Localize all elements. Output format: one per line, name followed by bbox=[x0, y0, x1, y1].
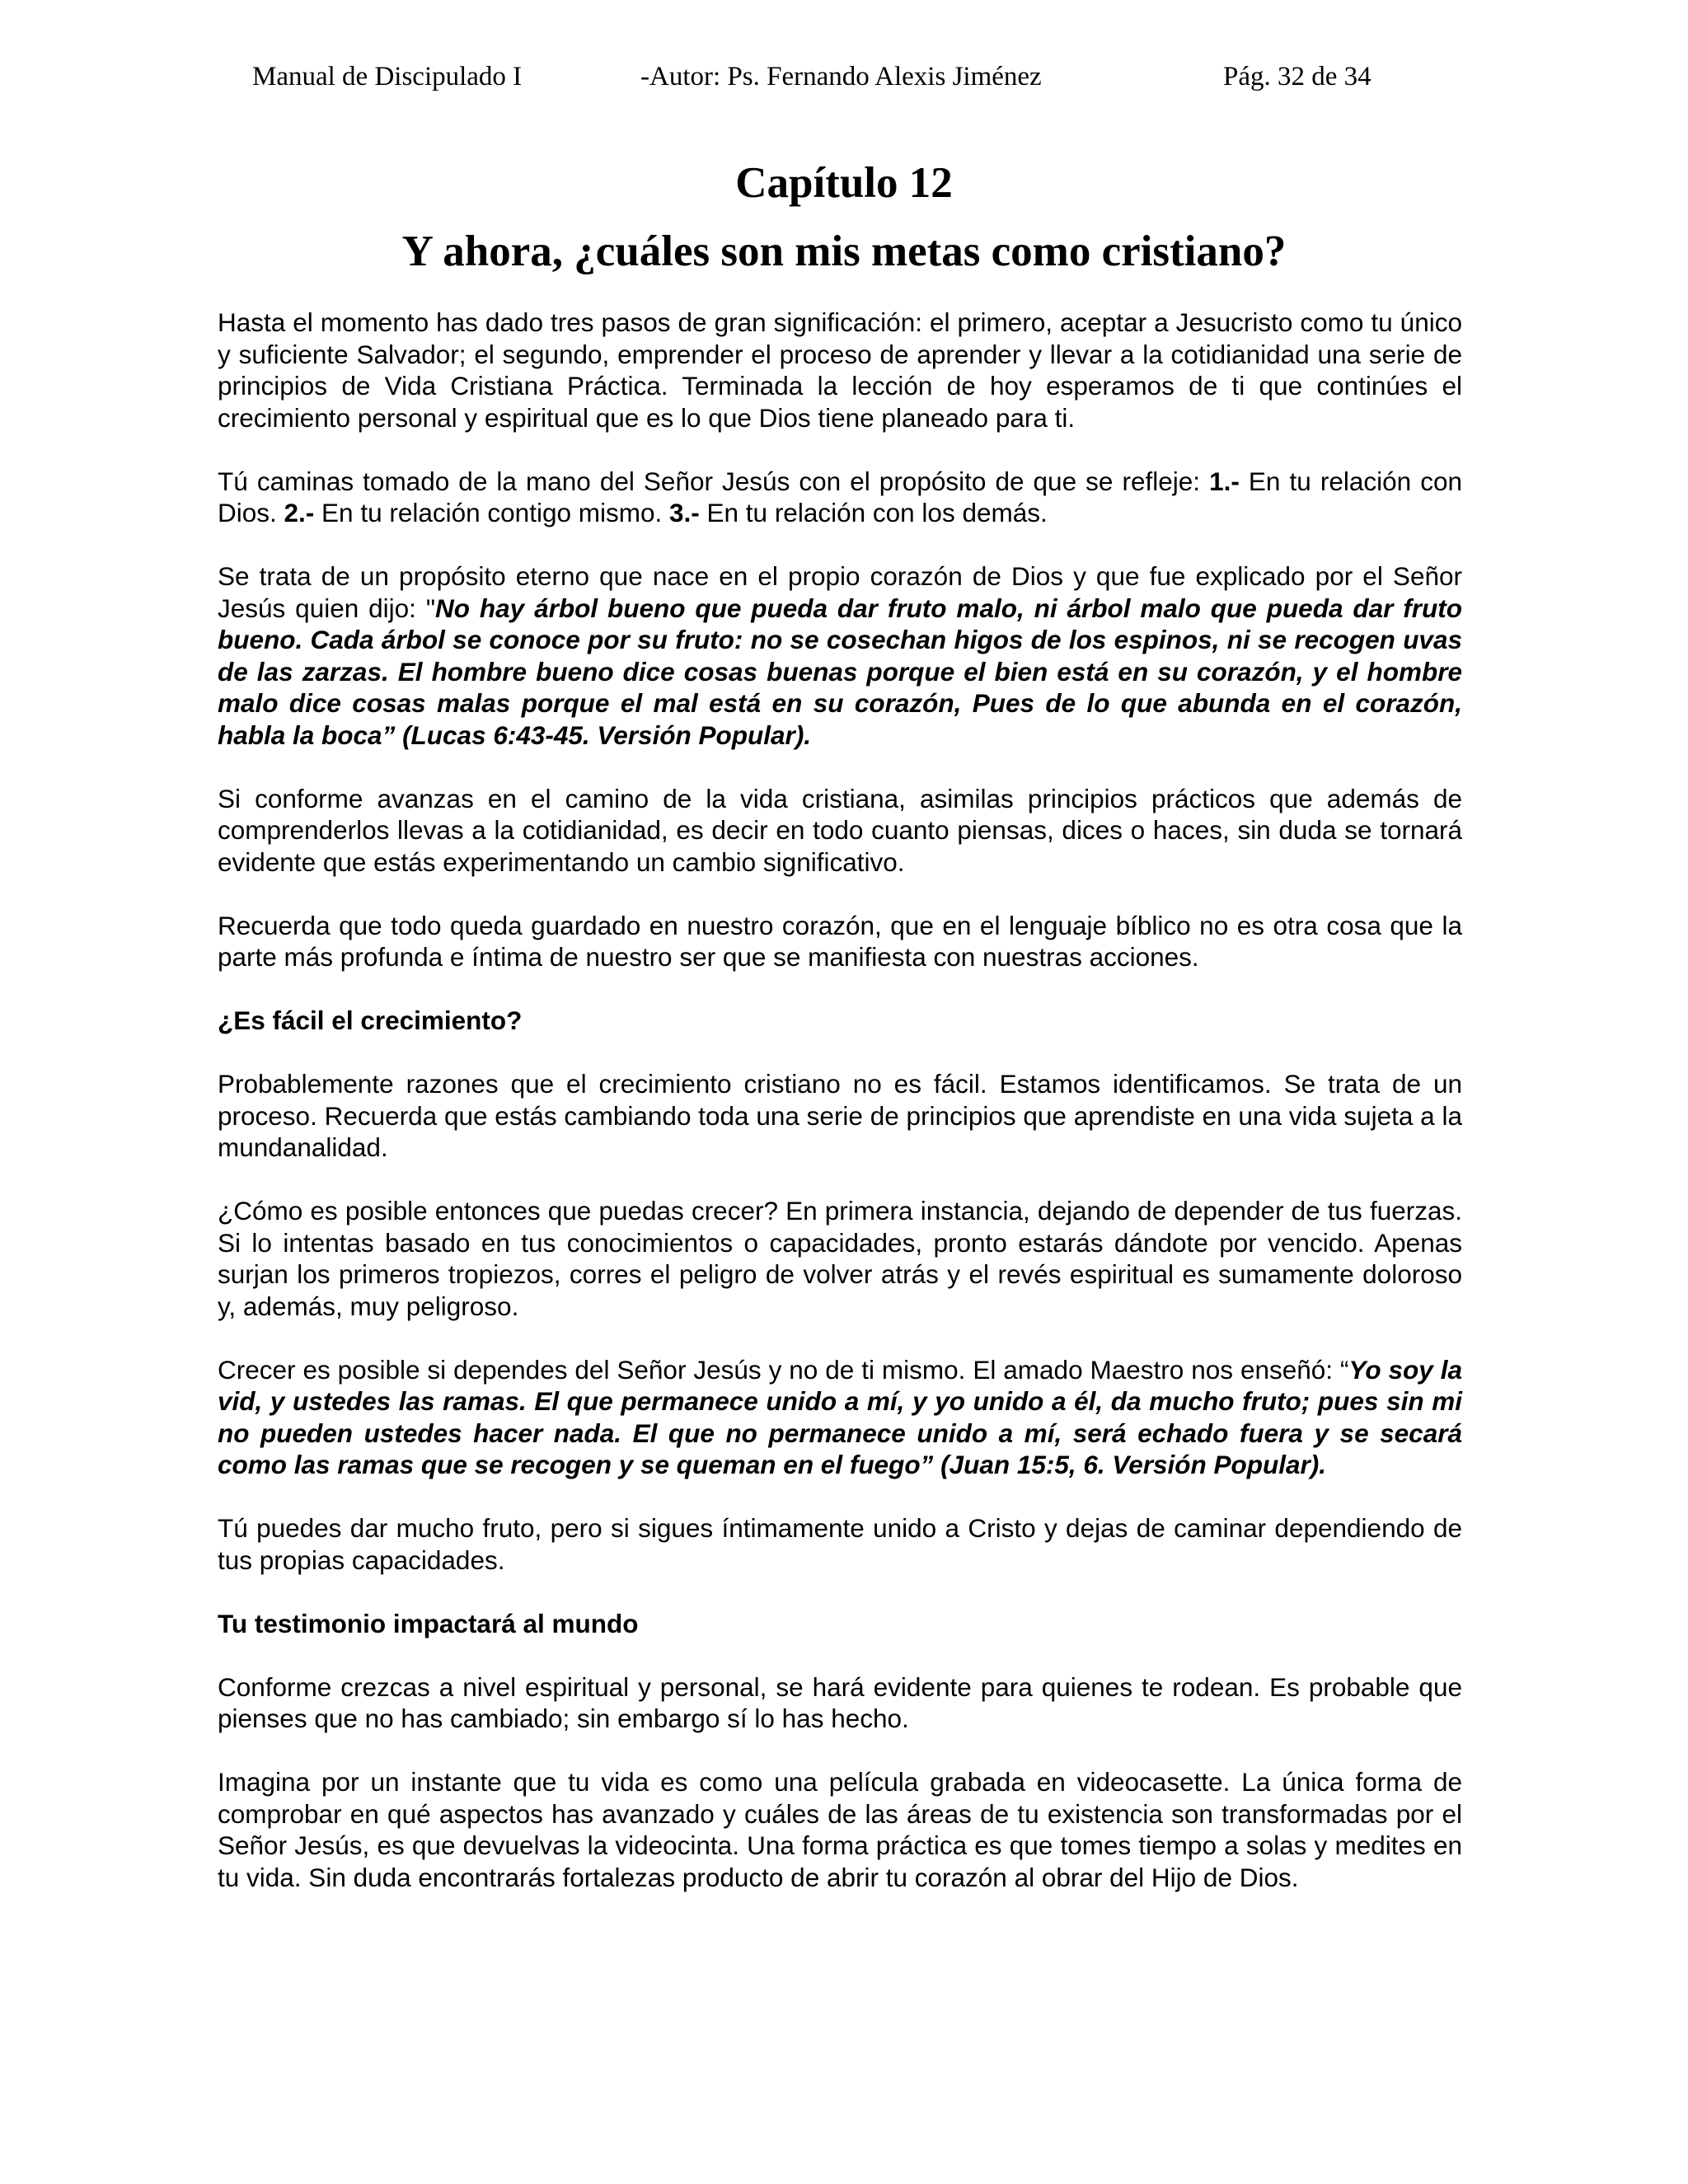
header-page-number: Pág. 32 de 34 bbox=[1223, 62, 1372, 91]
text-run: En tu relación con Dios. bbox=[218, 466, 1462, 527]
header-author: -Autor: Ps. Fernando Alexis Jiménez bbox=[640, 62, 1042, 91]
list-number: 1.- bbox=[1209, 466, 1240, 496]
text-run: En tu relación contigo mismo. bbox=[314, 498, 669, 527]
paragraph: Probablemente razones que el crecimiento cristiano no es fácil. Estamos identificamos. Se trata de un proceso. Recuerda que estás cambiando toda una serie de principios que aprendiste en una vida sujeta a la mundanalidad. bbox=[218, 1069, 1462, 1162]
paragraph: Hasta el momento has dado tres pasos de gran significación: el primero, aceptar a Jesucristo como tu único y suficiente Salvador; el segundo, emprender el proceso de aprender y llevar a la cotidianidad una serie de principios de Vida Cristiana Práctica. Terminada la lección de hoy esperamos de ti que continúes el crecimiento personal y espiritual que es lo que Dios tiene planeado para ti. bbox=[218, 307, 1462, 433]
text-run: Se trata de un propósito eterno que nace en el propio corazón de Dios y que fue explicado por el Señor Jesús quien dijo: " bbox=[218, 561, 1462, 623]
list-number: 2.- bbox=[284, 498, 315, 527]
document-body bbox=[218, 307, 1462, 1925]
header-manual-title: Manual de Discipulado I bbox=[252, 62, 523, 91]
chapter-number: Capítulo 12 bbox=[735, 159, 953, 207]
paragraph: Recuerda que todo queda guardado en nuestro corazón, que en el lenguaje bíblico no es otra cosa que la parte más profunda e íntima de nuestro ser que se manifiesta con nuestras acciones. bbox=[218, 910, 1462, 972]
section-heading: Tu testimonio impactará al mundo bbox=[218, 1608, 639, 1638]
paragraph: ¿Cómo es posible entonces que puedas crecer? En primera instancia, dejando de depender de tus fuerzas. Si lo intentas basado en tus conocimientos o capacidades, pronto estarás dándote por vencido. Apenas surjan los primeros tropiezos, corres el peligro de volver atrás y el revés espiritual es sumamente doloroso y, además, muy peligroso. bbox=[218, 1196, 1462, 1321]
list-number: 3.- bbox=[669, 498, 700, 527]
text-run: Crecer es posible si dependes del Señor Jesús y no de ti mismo. El amado Maestro nos enseñó: “ bbox=[218, 1354, 1349, 1385]
paragraph: Si conforme avanzas en el camino de la vida cristiana, asimilas principios prácticos que además de comprenderlos llevas a la cotidianidad, es decir en todo cuanto piensas, dices o haces, sin duda se tornará evidente que estás experimentando un cambio significativo. bbox=[218, 783, 1462, 877]
paragraph bbox=[218, 560, 1462, 751]
text-run: En tu relación con los demás. bbox=[699, 498, 1048, 527]
paragraph: Conforme crezcas a nivel espiritual y personal, se hará evidente para quienes te rodean. Es probable que pienses que no has cambiado; sin embargo sí lo has hecho. bbox=[218, 1671, 1462, 1733]
paragraph bbox=[218, 1354, 1462, 1481]
paragraph: Imagina por un instante que tu vida es como una película grabada en videocasette. La única forma de comprobar en qué aspectos has avanzado y cuáles de las áreas de tu existencia son transformadas por el Señor Jesús, es que devuelvas la videocinta. Una forma práctica es que tomes tiempo a solas y medites en tu vida. Sin duda encontrarás fortalezas producto de abrir tu corazón al obrar del Hijo de Dios. bbox=[218, 1767, 1462, 1892]
paragraph bbox=[218, 466, 1462, 529]
text-run: Tú caminas tomado de la mano del Señor Jesús con el propósito de que se refleje: bbox=[218, 466, 1210, 496]
section-heading: ¿Es fácil el crecimiento? bbox=[218, 1005, 523, 1035]
page-header bbox=[0, 56, 1688, 97]
chapter-title: Y ahora, ¿cuáles son mis metas como cristiano? bbox=[401, 227, 1287, 275]
paragraph: Tú puedes dar mucho fruto, pero si sigues íntimamente unido a Cristo y dejas de caminar dependiendo de tus propias capacidades. bbox=[218, 1513, 1462, 1575]
bible-quote: No hay árbol bueno que pueda dar fruto malo, ni árbol malo que pueda dar fruto bueno. Cada árbol se conoce por su fruto: no se cosechan higos de los espinos, ni se recogen uvas de las zarzas. El hombre bueno dice cosas buenas porque el bien está en su corazón, y el hombre malo dice cosas malas porque el mal está en su corazón, Pues de lo que abunda en el corazón, habla la boca” (Lucas 6:43-45. Versión Popular). bbox=[218, 593, 1462, 750]
bible-quote: Yo soy la vid, y ustedes las ramas. El que permanece unido a mí, y yo unido a él, da mucho fruto; pues sin mi no pueden ustedes hacer nada. El que no permanece unido a mí, será echado fuera y se secará como las ramas que se recogen y se queman en el fuego” (Juan 15:5, 6. Versión Popular). bbox=[218, 1354, 1462, 1479]
